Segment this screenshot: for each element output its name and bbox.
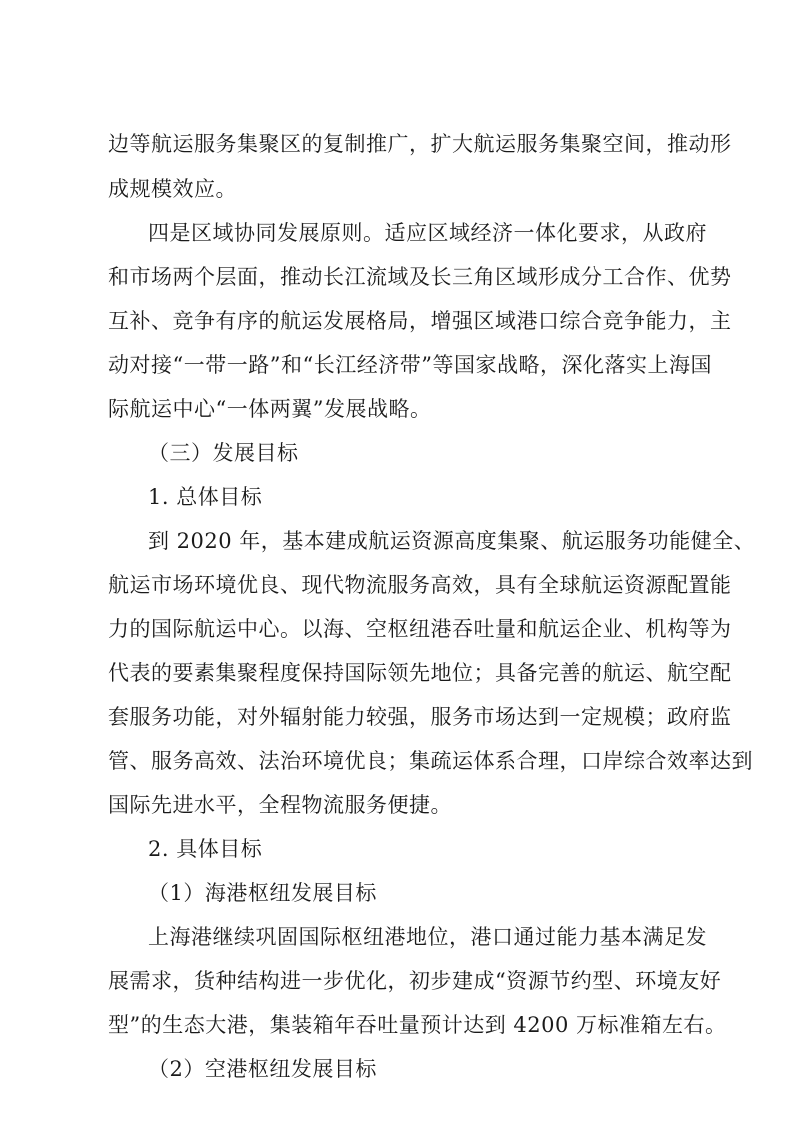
paragraph-line: 展需求，货种结构进一步优化，初步建成“资源节约型、环境友好	[108, 969, 722, 993]
item-heading: （2）空港枢纽发展目标	[148, 1057, 377, 1081]
paragraph-line: 航运市场环境优良、现代物流服务高效，具有全球航运资源配置能	[108, 573, 732, 597]
paragraph-line: 套服务功能，对外辐射能力较强，服务市场达到一定规模；政府监	[108, 705, 732, 729]
paragraph-line: 管、服务高效、法治环境优良；集疏运体系合理，口岸综合效率达到	[108, 749, 753, 773]
paragraph-line: 代表的要素集聚程度保持国际领先地位；具备完善的航运、航空配	[108, 661, 732, 685]
subsection-heading: 1. 总体目标	[148, 485, 263, 509]
paragraph-line: 和市场两个层面，推动长江流域及长三角区域形成分工合作、优势	[108, 265, 732, 289]
section-heading: （三）发展目标	[148, 441, 299, 465]
paragraph-line: 到 2020 年，基本建成航运资源高度集聚、航运服务功能健全、	[148, 529, 756, 553]
paragraph-line: 互补、竞争有序的航运发展格局，增强区域港口综合竞争能力，主	[108, 309, 732, 333]
item-heading: （1）海港枢纽发展目标	[148, 881, 377, 905]
subsection-heading: 2. 具体目标	[148, 837, 263, 861]
paragraph-line: 上海港继续巩固国际枢纽港地位，港口通过能力基本满足发	[148, 925, 707, 949]
paragraph-line: 成规模效应。	[108, 177, 237, 201]
paragraph-line: 动对接“一带一路”和“长江经济带”等国家战略，深化落实上海国	[108, 353, 712, 377]
paragraph-line: 型”的生态大港，集装箱年吞吐量预计达到 4200 万标准箱左右。	[108, 1013, 727, 1037]
paragraph-line: 四是区域协同发展原则。适应区域经济一体化要求，从政府	[148, 221, 707, 245]
paragraph-line: 力的国际航运中心。以海、空枢纽港吞吐量和航运企业、机构等为	[108, 617, 732, 641]
paragraph-line: 国际先进水平，全程物流服务便捷。	[108, 793, 452, 817]
paragraph-line: 际航运中心“一体两翼”发展战略。	[108, 397, 432, 421]
paragraph-line: 边等航运服务集聚区的复制推广，扩大航运服务集聚空间，推动形	[108, 132, 732, 156]
